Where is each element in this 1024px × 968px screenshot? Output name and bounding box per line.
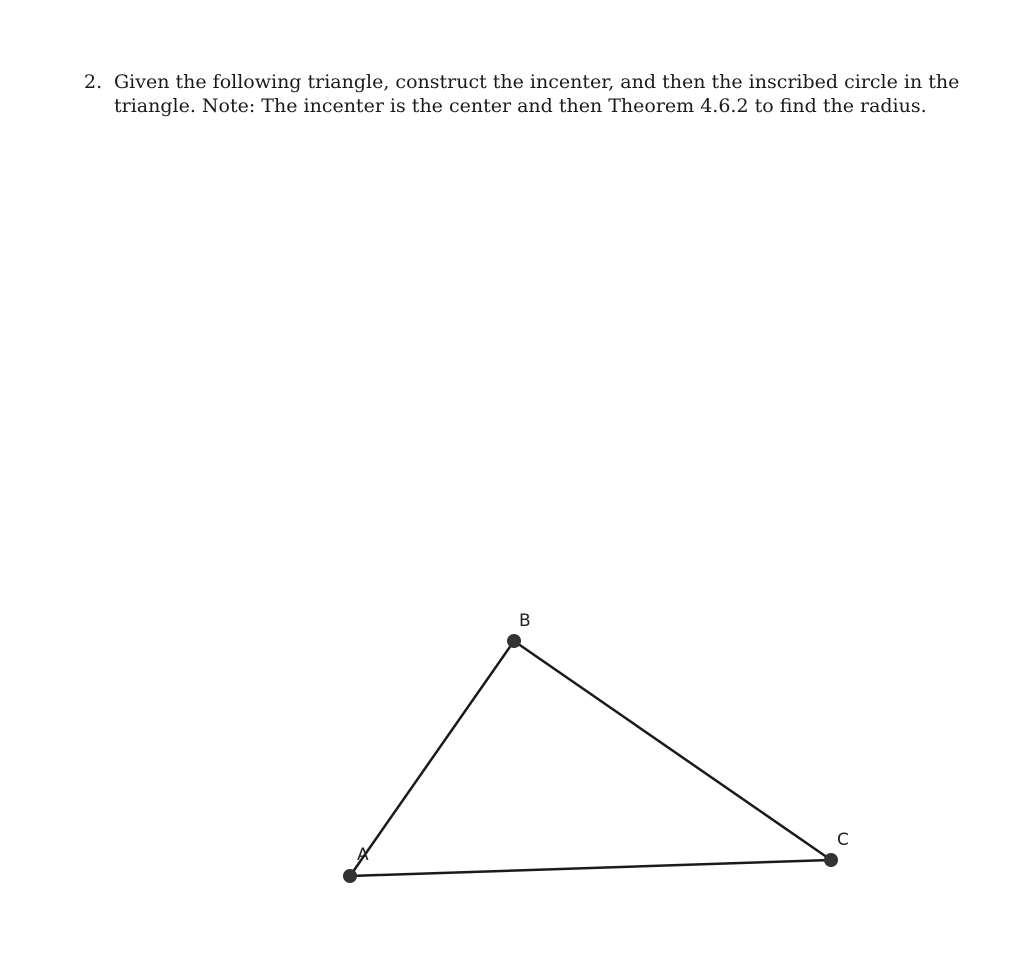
- vertex-b-label: B: [519, 611, 531, 631]
- triangle: [350, 641, 831, 876]
- side-bc: [514, 641, 831, 860]
- vertex-points: [343, 634, 838, 883]
- problem-text: Given the following triangle, construct the incenter, and then the inscribed circle in the triangle. Note: The incenter is the center and then Theorem 4.6.2 to find the radius.: [114, 71, 960, 117]
- vertex-b-point[interactable]: [507, 634, 521, 648]
- vertex-c-label: C: [837, 830, 849, 850]
- side-ab: [350, 641, 514, 876]
- problem-number: 2.: [84, 71, 103, 93]
- vertex-c-point[interactable]: [824, 853, 838, 867]
- vertex-a-point[interactable]: [343, 869, 357, 883]
- side-ca: [350, 860, 831, 876]
- vertex-a-label: A: [357, 845, 369, 865]
